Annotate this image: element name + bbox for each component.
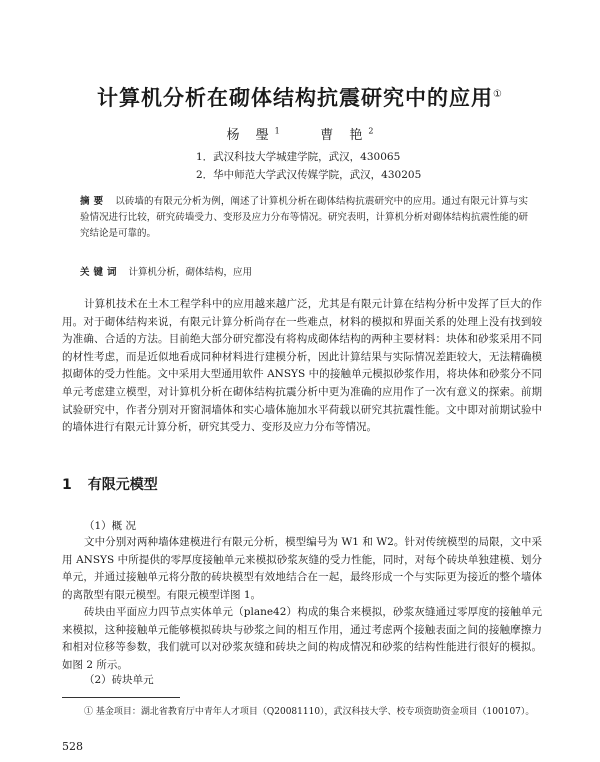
author-affil-mark: 1 [274,126,280,136]
paper-title-text: 计算机分析在砌体结构抗震研究中的应用 [97,86,494,110]
section-heading [62,474,174,494]
keywords [80,264,252,278]
affiliation-2: 2．华中师范大学武汉传媒学院，武汉，430205 [196,169,422,181]
author-name: 杨 璺 [226,128,275,143]
subsection-brick-heading: （2）砖块单元 [84,674,154,686]
paper-title [0,82,600,112]
author-list [0,124,600,143]
affiliation-1: 1．武汉科技大学城建学院，武汉，430065 [196,151,401,163]
title-footnote-mark: ① [493,89,503,100]
section-number: 1 [62,477,72,493]
abstract-label: 摘要 [80,196,108,207]
keywords-label: 关键词 [80,267,121,278]
mortar-paragraph: 砖块由平面应力四节点实体单元（plane42）构成的集合来模拟，砂浆灰缝通过零厚度的接触单元来模拟，这种接触单元能够模拟砖块与砂浆之间的相互作用，通过考虑两个接触表面之间的接触摩擦力和相对位移等参数，我们就可以对砂浆灰缝和砖块之间的构成情况和砂浆的结构性能进行很好的模拟。如图 2 所示。 [62,606,542,671]
section-title: 有限元模型 [87,477,158,493]
author-affil-mark: 2 [368,126,374,136]
footnote-divider [62,697,180,698]
keywords-text: 计算机分析，砌体结构，应用 [128,267,253,278]
footnote: ① 基金项目：湖北省教育厅中青年人才项目（Q20081110），武汉科技大学、校专项资助资金项目（100107）。 [84,707,535,717]
page-number: 528 [62,740,83,753]
author-name: 曹 艳 [320,128,369,143]
abstract-text: 以砖墙的有限元分析为例，阐述了计算机分析在砌体结构抗震研究中的应用。通过有限元计算与实验情况进行比较，研究砖墙受力、变形及应力分布等情况。研究表明，计算机分析对砌体结构抗震性能的研究结论是可靠的。 [80,196,528,239]
overview-paragraph: 文中分别对两种墙体建模进行有限元分析，模型编号为 W1 和 W2。针对传统模型的局限，文中采用 ANSYS 中所提供的零厚度接触单元来模拟砂浆灰缝的受力性能，同时，对每个砖块单独建模、划分单元，并通过接触单元将分散的砖块模型有效地结合在一起，最终形成一个与实际更为接近的整个墙体的离散型有限元模型。有限元模型详图 1。 [62,536,542,601]
intro-paragraph: 计算机技术在土木工程学科中的应用越来越广泛，尤其是有限元计算在结构分析中发挥了巨大的作用。对于砌体结构来说，有限元计算分析尚存在一些难点，材料的模拟和界面关系的处理上没有找到较为准确、合适的方法。目前绝大部分研究都没有将构成砌体结构的两种主要材料：块体和砂浆采用不同的材性考虑，而是近似地看成同种材料进行建模分析，因此计算结果与实际情况差距较大，无法精确模拟砌体的受力性能。文中采用大型通用软件 ANSYS 中的接触单元模拟砂浆作用，将块体和砂浆分不同单元考虑建立模型，对计算机分析在砌体结构抗震分析中更为准确的应用作了一次有意义的探索。前期试验研究中，作者分别对开窗洞墙体和实心墙体施加水平荷载以研究其抗震性能。文中即对前期试验中的墙体进行有限元计算分析，研究其受力、变形及应力分布等情况。 [62,298,542,434]
subsection-overview-heading: （1）概 况 [84,520,137,532]
abstract [80,194,528,242]
